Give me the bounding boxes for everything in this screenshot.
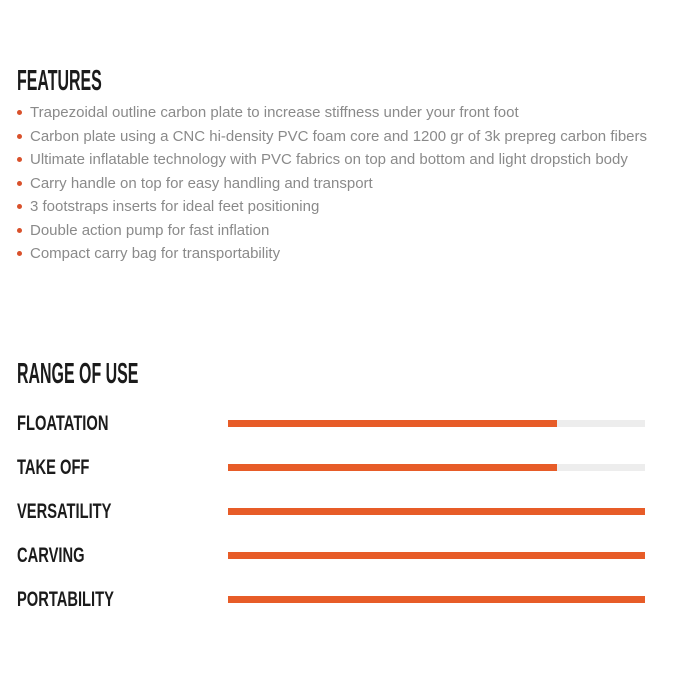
range-row [17,401,645,445]
range-row [17,489,645,533]
range-bar-fill [228,420,557,427]
range-bar-fill [228,596,645,603]
bullet-icon [17,228,22,233]
feature-item [17,172,669,196]
feature-text: Compact carry bag for transportability [30,245,281,262]
range-bar-track [228,508,645,515]
range-bar-fill [228,508,645,515]
range-bar-track [228,596,645,603]
bullet-icon [17,134,22,139]
feature-text: 3 footstraps inserts for ideal feet positioning [30,198,320,215]
feature-text: Carry handle on top for easy handling and transport [30,174,373,192]
bullet-icon [17,110,22,115]
range-of-use-rows [17,401,645,621]
range-label: CARVING [17,543,85,567]
range-bar-fill [228,464,557,471]
range-label: VERSATILITY [17,499,112,523]
range-bar-track [228,420,645,427]
feature-item [17,195,669,219]
feature-text: Trapezoidal outline carbon plate to increase stiffness under your front foot [30,104,519,121]
feature-item [17,242,669,266]
range-bar-track [228,552,645,559]
bullet-icon [17,251,22,256]
feature-item [17,101,669,125]
range-of-use-title: RANGE OF USE [17,358,139,390]
range-bar-track [228,464,645,471]
bullet-icon [17,157,22,162]
range-row [17,445,645,489]
range-label: PORTABILITY [17,587,114,611]
feature-text: Double action pump for fast inflation [30,221,270,239]
features-list [17,101,669,266]
range-row [17,577,645,621]
feature-text: Ultimate inflatable technology with PVC fabrics on top and bottom and light dropstich body [30,151,628,168]
range-label: FLOATATION [17,411,109,435]
range-bar-fill [228,552,645,559]
feature-text: Carbon plate using a CNC hi-density PVC foam core and 1200 gr of 3k prepreg carbon fibers [30,127,647,145]
feature-item [17,219,669,243]
bullet-icon [17,181,22,186]
feature-item [17,148,669,172]
features-title: FEATURES [17,65,102,97]
bullet-icon [17,204,22,209]
range-label: TAKE OFF [17,455,90,479]
range-row [17,533,645,577]
feature-item [17,125,669,149]
